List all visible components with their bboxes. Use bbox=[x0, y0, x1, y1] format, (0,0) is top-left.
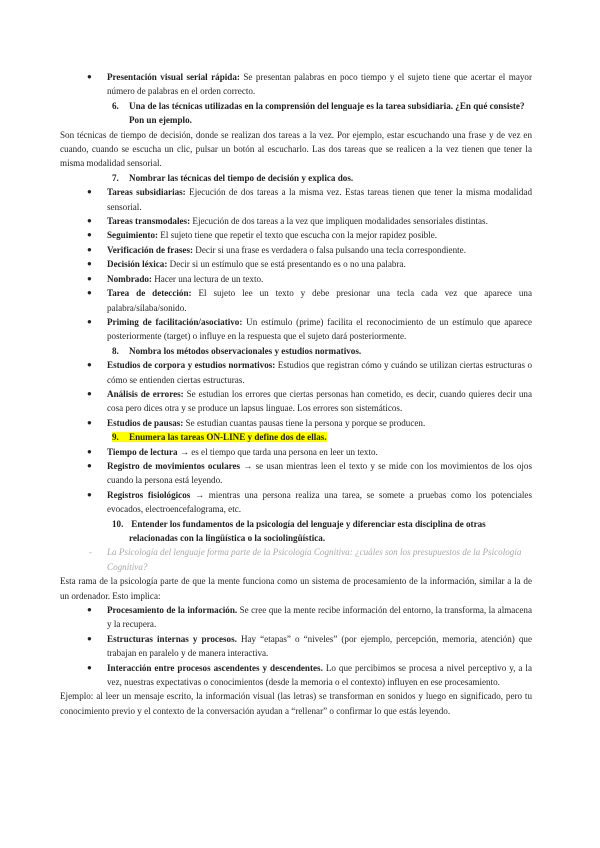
bullet-text: Decir si una frase es verdadera o falsa pulsando una tecla correspondiente. bbox=[193, 244, 466, 255]
question-number: 6. bbox=[112, 100, 119, 111]
answer-10-example: Ejemplo: al leer un mensaje escrito, la información visual (las letras) se transforman en sonidos y luego en significado, pero tu conocimiento previo y el contexto de la conversación ayudan a “rellenar” o confirmar lo que estás leyendo. bbox=[60, 691, 532, 716]
list-item bbox=[60, 257, 532, 271]
highlight bbox=[112, 432, 327, 442]
question-number: 9. bbox=[112, 432, 119, 443]
question-6 bbox=[60, 99, 532, 128]
list-item bbox=[60, 70, 532, 99]
list-item bbox=[60, 603, 532, 632]
bullet-term: Interacción entre procesos ascendentes y descendentes. bbox=[107, 662, 323, 673]
list-item bbox=[60, 272, 532, 286]
bullet-term: Estructuras internas y procesos. bbox=[107, 633, 237, 644]
bullet-term: Seguimiento: bbox=[107, 230, 159, 241]
bullet-list-top bbox=[60, 70, 532, 99]
bullet-text: El sujeto lee un texto y debe presionar una tecla cada vez que aparece una palabra/sílaba/sonido. bbox=[107, 288, 532, 313]
list-item bbox=[60, 243, 532, 257]
bullet-list-8 bbox=[60, 358, 532, 430]
list-item bbox=[60, 214, 532, 228]
list-item bbox=[60, 185, 532, 214]
bullet-list-7 bbox=[60, 185, 532, 343]
bullet-term: Tiempo de lectura bbox=[107, 446, 178, 457]
bullet-term: Tarea de detección: bbox=[107, 288, 192, 299]
list-item bbox=[60, 286, 532, 315]
page-content bbox=[60, 70, 532, 718]
bullet-text: Un estímulo (prime) facilita el reconocimiento de un estímulo que aparece posteriormente (target) o influye en la respuesta que el sujeto dará posteriormente. bbox=[107, 316, 532, 342]
answer-6: Son técnicas de tiempo de decisión, donde se realizan dos tareas a la vez. Por ejemplo, estar escuchando una frase y de vez en cuando, cuando se escucha un clic, pulsar un botón al escucharlo. Las dos tareas que se realicen a la vez tienen que tener la misma modalidad sensorial. bbox=[60, 129, 532, 169]
list-item bbox=[60, 661, 532, 690]
question-7 bbox=[60, 171, 532, 185]
list-item bbox=[60, 488, 532, 517]
question-8 bbox=[60, 344, 532, 358]
question-number: 7. bbox=[112, 172, 119, 183]
list-item bbox=[60, 632, 532, 661]
list-item bbox=[60, 416, 532, 430]
question-number: 8. bbox=[112, 345, 119, 356]
bullet-term: Registros fisiológicos bbox=[107, 489, 191, 500]
bullet-text: Estudios que registran cómo y cuándo se utilizan ciertas estructuras o cómo se entienden ciertas estructuras. bbox=[107, 360, 533, 385]
question-9 bbox=[60, 430, 532, 444]
bullet-list-10 bbox=[60, 603, 532, 689]
bullet-term: Procesamiento de la información. bbox=[107, 605, 238, 616]
bullet-text: Se estudian los errores que ciertas personas han cometido, es decir, cuando quieres decir una cosa pero dices otra y se produce un lapsus linguae. Los errores son sistemáticos. bbox=[107, 388, 533, 414]
list-item bbox=[60, 445, 532, 459]
bullet-term: Tareas subsidiarias: bbox=[107, 187, 186, 198]
question-number: 10. bbox=[112, 518, 124, 529]
bullet-text: Se cree que la mente recibe información del entorno, la transforma, la almacena y la recupera. bbox=[107, 605, 532, 630]
bullet-term: Registro de movimientos oculares bbox=[107, 460, 241, 471]
question-text: Enumera las tareas ON-LINE y define dos de ellas. bbox=[129, 432, 327, 443]
bullet-text: Se presentan palabras en poco tiempo y el sujeto tiene que acertar el mayor número de palabras en el orden correcto. bbox=[107, 72, 532, 97]
answer-10-intro: Esta rama de la psicología parte de que la mente funciona como un sistema de procesamiento de la información, similar a la de un ordenador. Esto implica: bbox=[60, 576, 532, 601]
question-text: Nombrar las técnicas del tiempo de decisión y explica dos. bbox=[129, 172, 354, 183]
bullet-text: Decir si un estímulo que se está presentando es o no una palabra. bbox=[167, 259, 406, 270]
list-item bbox=[60, 358, 532, 387]
bullet-term: Estudios de pausas: bbox=[107, 417, 184, 428]
sub-question: - La Psicología del lenguaje forma parte de la Psicología Cognitiva: ¿cuáles son los presupuestos de la Psicología Cognitiva? bbox=[60, 545, 532, 574]
list-item bbox=[60, 228, 532, 242]
bullet-list-9 bbox=[60, 445, 532, 517]
list-item bbox=[60, 315, 532, 344]
bullet-text: El sujeto tiene que repetir el texto que escucha con la mejor rapidez posible. bbox=[158, 230, 438, 241]
list-item bbox=[60, 459, 532, 488]
question-text: Entender los fundamentos de la psicología del lenguaje y diferenciar esta disciplina de otras relacionadas con la lingüística o la sociolingüística. bbox=[129, 518, 486, 543]
bullet-text: → se usan mientras leen el texto y se mide con los movimientos de los ojos cuando la persona está leyendo. bbox=[107, 460, 532, 486]
bullet-text: Ejecución de dos tareas a la misma vez. Estas tareas tienen que tener la misma modalidad sensorial. bbox=[107, 187, 532, 212]
bullet-text: Ejecución de dos tareas a la vez que impliquen modalidades sensoriales distintas. bbox=[190, 216, 488, 227]
bullet-text: Hay “etapas” o “niveles” (por ejemplo, percepción, memoria, atención) que trabajan en paralelo y de manera interactiva. bbox=[107, 633, 532, 659]
bullet-term: Priming de facilitación/asociativo: bbox=[107, 316, 243, 327]
bullet-text: Hacer una lectura de un texto. bbox=[151, 273, 264, 284]
bullet-term: Verificación de frases: bbox=[107, 244, 194, 255]
question-text: Nombra los métodos observacionales y estudios normativos. bbox=[129, 345, 362, 356]
bullet-text: → es el tiempo que tarda una persona en leer un texto. bbox=[177, 446, 378, 457]
list-item bbox=[60, 387, 532, 416]
bullet-term: Análisis de errores: bbox=[107, 388, 184, 399]
question-10 bbox=[60, 517, 532, 546]
bullet-text: Lo que percibimos se procesa a nivel perceptivo y, a la vez, nuestras expectativas o conocimientos (desde la memoria o el contexto) influyen en ese procesamiento. bbox=[107, 662, 532, 688]
bullet-term: Estudios de corpora y estudios normativos: bbox=[107, 360, 276, 371]
bullet-term: Presentación visual serial rápida: bbox=[107, 72, 240, 82]
bullet-text: Se estudian cuantas pausas tiene la persona y porque se producen. bbox=[183, 417, 426, 428]
question-text: Una de las técnicas utilizadas en la comprensión del lenguaje es la tarea subsidiaria. ¿En qué consiste? Pon un ejemplo. bbox=[129, 100, 525, 126]
bullet-term: Decisión léxica: bbox=[107, 259, 168, 270]
bullet-text: → mientras una persona realiza una tarea, se somete a pruebas como los potenciales evocados, electroencefalograma, etc. bbox=[107, 489, 532, 515]
bullet-term: Nombrado: bbox=[107, 273, 152, 284]
bullet-term: Tareas transmodales: bbox=[107, 216, 191, 227]
